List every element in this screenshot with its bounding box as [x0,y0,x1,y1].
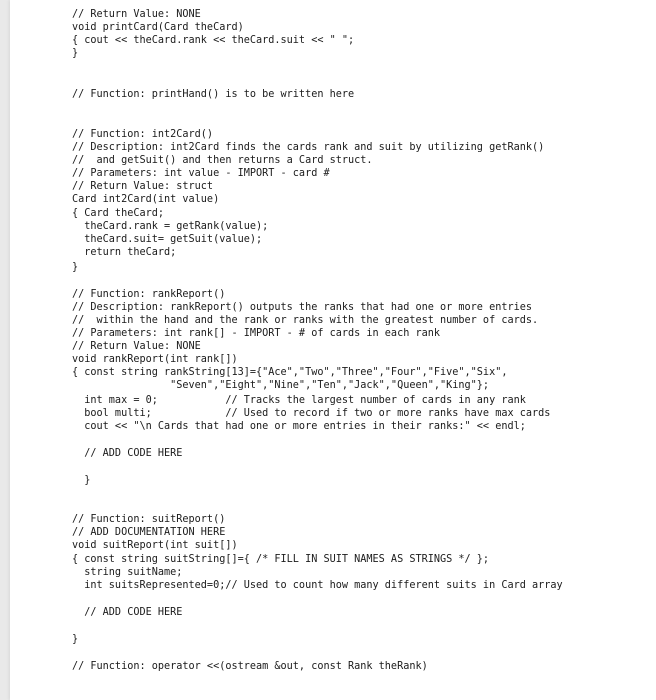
code-line: Card int2Card(int value) [72,194,220,205]
code-line: // Description: rankReport() outputs the ranks that had one or more entries [72,302,533,313]
code-line: // within the hand and the rank or ranks with the greatest number of cards. [72,315,539,326]
code-line: "Seven","Eight","Nine","Ten","Jack","Queen","King"}; [72,380,490,391]
code-line: // Return Value: NONE [72,341,201,352]
code-line: // Return Value: NONE [72,9,201,20]
code-line: cout << "\n Cards that had one or more entries in their ranks:" << endl; [72,421,526,432]
code-line: theCard.suit= getSuit(value); [72,234,263,245]
code-line: { cout << theCard.rank << theCard.suit << " "; [72,35,355,46]
code-line: // ADD DOCUMENTATION HERE [72,527,226,538]
code-line: } [72,475,91,486]
code-line: } [72,262,79,273]
code-line: // Return Value: struct [72,181,214,192]
code-line: return theCard; [72,247,177,258]
code-line: int suitsRepresented=0;// Used to count how many different suits in Card array [72,580,563,591]
document-page [10,0,656,700]
code-line: { Card theCard; [72,208,165,219]
code-line: void rankReport(int rank[]) [72,354,238,365]
code-line: // Function: rankReport() [72,289,226,300]
code-line: // Parameters: int value - IMPORT - card # [72,168,330,179]
code-line: // and getSuit() and then returns a Card struct. [72,155,373,166]
code-line: } [72,634,79,645]
code-line: void suitReport(int suit[]) [72,540,238,551]
code-line: theCard.rank = getRank(value); [72,221,269,232]
code-line: // Parameters: int rank[] - IMPORT - # of cards in each rank [72,328,441,339]
code-line: void printCard(Card theCard) [72,22,244,33]
code-line: int max = 0; // Tracks the largest number of cards in any rank [72,395,526,406]
code-line: // Function: suitReport() [72,514,226,525]
code-line: // ADD CODE HERE [72,448,183,459]
code-line: string suitName; [72,567,183,578]
code-line: } [72,48,79,59]
code-line: bool multi; // Used to record if two or more ranks have max cards [72,408,551,419]
code-line: { const string suitString[]={ /* FILL IN SUIT NAMES AS STRINGS */ }; [72,554,490,565]
code-line: // ADD CODE HERE [72,607,183,618]
code-line: // Description: int2Card finds the cards rank and suit by utilizing getRank() [72,142,545,153]
code-listing [10,0,656,700]
code-line: // Function: int2Card() [72,129,214,140]
code-line: // Function: printHand() is to be written here [72,89,355,100]
code-line: // Function: operator <<(ostream &out, const Rank theRank) [72,661,428,672]
code-line: { const string rankString[13]={"Ace","Two","Three","Four","Five","Six", [72,367,508,378]
